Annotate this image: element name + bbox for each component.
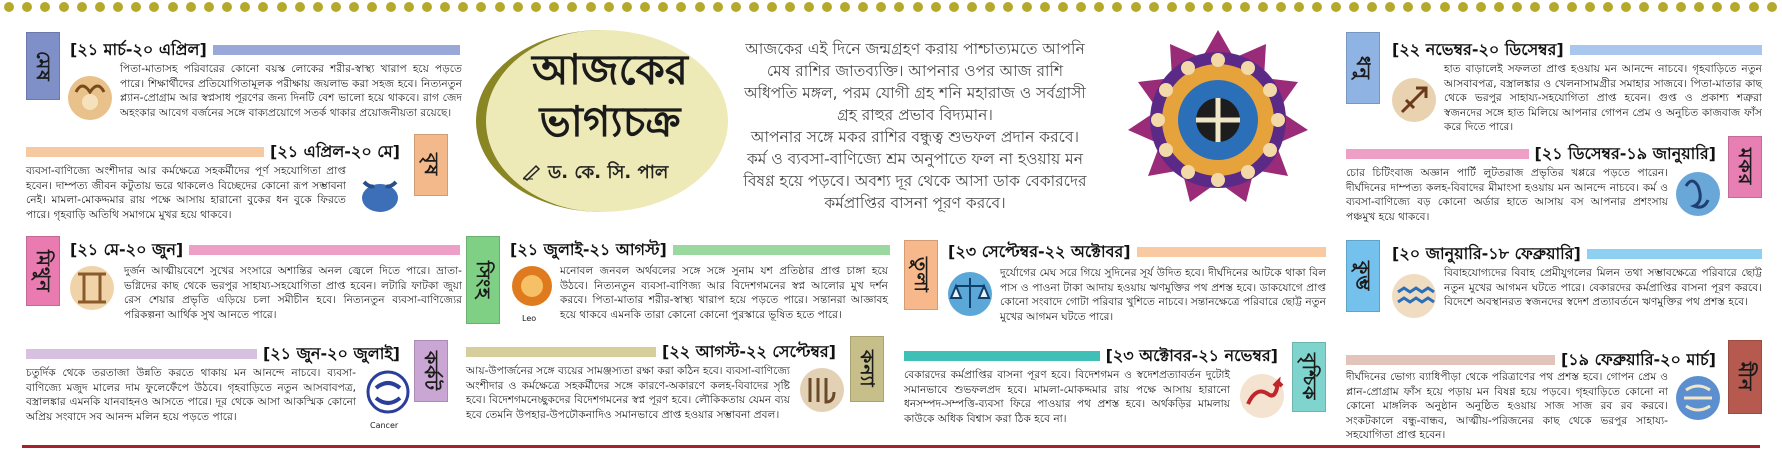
border-dot (277, 2, 287, 12)
border-dot (1222, 2, 1232, 12)
border-dot (1712, 2, 1722, 12)
sign-name-libra: তুলা (910, 257, 932, 293)
border-dot (549, 2, 559, 12)
page-title (520, 44, 700, 148)
date-sagittarius: [২২ নভেম্বর-২০ ডিসেম্বর] (1392, 39, 1564, 59)
border-dot (1530, 2, 1540, 12)
sign-name-cancer: কর্কট (420, 351, 442, 391)
libra-scales-icon (944, 268, 996, 320)
border-dot (1003, 2, 1013, 12)
border-dot (168, 2, 178, 12)
border-dot (1312, 2, 1322, 12)
sign-tab-aries (26, 32, 60, 100)
stripe-scorpio (904, 351, 1100, 361)
date-scorpio: [২৩ অক্টোবর-২১ নভেম্বর] (1105, 345, 1278, 365)
border-dot (876, 2, 886, 12)
border-dot (640, 2, 650, 12)
border-dot (1203, 2, 1213, 12)
stripe-gemini (189, 245, 460, 255)
text-libra: দুর্যোগের মেঘ সরে গিয়ে সুদিনের সূর্য উদিত হবে। দীর্ঘদিনের আটকে থাকা বিল পাস ও পাওনা টাকা আদায় হওয়ায় ঋণমুক্তির পথ প্রশস্ত হবে। ডাকযোগে প্রাপ্ত কোনো সংবাদে গোটা পরিবার খুশিতে নাচবে। সন্তানক্ষেত্রে পরিবারে ছোট্ট নতুন মুখের আগমন ঘটতে পারে। (1000, 267, 1326, 323)
stripe-sagittarius (1570, 45, 1762, 55)
text-pisces: দীর্ঘদিনের ভোগ্য ব্যাধিপীড়া থেকে পরিত্রাণের পথ প্রশস্ত হবে। গোপন প্রেম ও প্লান-প্রোগ্রাম ফাঁস হয়ে পড়ায় মন বিষণ্ণ হয়ে পড়বে। গৃহবাড়িতে কোনো না কোনো মাঙ্গলিক অনুষ্ঠান অনুষ্ঠিত হওয়ায় সাজ সাজ রব রব করবে। সংকটকালে বন্ধু-বান্ধব, আত্মীয়-পরিজনের কাছ থেকে ভরপুর সাহায্য-সহযোগিতা প্রাপ্ত হবেন। (1346, 371, 1668, 441)
border-dot (367, 2, 377, 12)
stripe-libra (1137, 247, 1326, 257)
border-dot (1440, 2, 1450, 12)
pisces-fish-icon (1672, 372, 1724, 424)
header-capricorn (1346, 142, 1722, 166)
text-leo: মনোবল জনবল অর্থবলের সঙ্গে সঙ্গে সুনাম যশ প্রতিষ্ঠার প্রাপ্ত চাঙ্গা হয়ে উঠবে। নিত্যনতুন ব্যবসা-বাণিজ্য আর বিদেশগমনের স্বপ্ন আলোর মুখ দর্শন করবে। পিতা-মাতার শরীর-স্বাস্থ্য খারাপ হয়ে পড়তে পারে। সন্তানরা আজ্ঞাবহ হয়ে থাকবে এমনকি তারা কোনো কোনো পুরস্কারে ভূষিত হতে পারে। (560, 265, 888, 321)
sagittarius-archer-icon (1388, 74, 1440, 126)
border-dot (476, 2, 486, 12)
sign-tab-libra (904, 240, 938, 310)
sign-tab-virgo (850, 336, 884, 402)
border-dot (1494, 2, 1504, 12)
zodiac-wheel-icon (1128, 30, 1308, 210)
sign-name-capricorn: মকর (1734, 148, 1756, 186)
dotted-top-border (0, 2, 1782, 14)
border-dot (422, 2, 432, 12)
date-leo: [২১ জুলাই-২১ আগস্ট] (510, 239, 667, 259)
border-dot (1349, 2, 1359, 12)
author-name: ড. কে. সি. পাল (548, 162, 669, 183)
border-dot (1730, 2, 1740, 12)
border-dot (95, 2, 105, 12)
border-dot (1621, 2, 1631, 12)
sign-tab-sagittarius (1346, 32, 1380, 104)
border-dot (531, 2, 541, 12)
bottom-rule (22, 445, 1760, 448)
stripe-taurus (26, 147, 264, 157)
text-virgo: আয়-উপার্জনের সঙ্গে ব্যয়ের সামঞ্জস্যতা রক্ষা করা কঠিন হবে। ব্যবসা-বাণিজ্যে অংশীদার ও কর্মক্ষেত্রে সহকর্মীদের সঙ্গে কারণে-অকারণে কলহ-বিবাদের সৃষ্টি হবে। বিদেশগমনেচ্ছুকদের বিদেশগমনের স্বপ্ন পূরণ হবে। লৌকিকতায় যেমন ব্যয় হবে তেমনি উপহার-উপঢৌকনাদিও সমানভাবে প্রাপ্ত হওয়ার সম্ভাবনা প্রবল। (466, 365, 790, 421)
stripe-aries (213, 45, 460, 55)
border-dot (840, 2, 850, 12)
header-pisces (1346, 348, 1722, 372)
border-dot (1658, 2, 1668, 12)
header-taurus (26, 140, 406, 164)
date-aquarius: [২০ জানুয়ারি-১৮ ফেব্রুয়ারি] (1392, 243, 1581, 263)
border-dot (404, 2, 414, 12)
sign-name-virgo: কন্যা (856, 350, 878, 388)
border-dot (186, 2, 196, 12)
stripe-pisces (1346, 355, 1555, 365)
header-sagittarius (1386, 38, 1762, 62)
intro-para-2: আপনার সঙ্গে মকর রাশির বন্ধুত্ব শুভফল প্রদান করবে। কর্ম ও ব্যবসা-বাণিজ্যে শ্রম অনুপাতে ফল না হওয়ায় মন বিষণ্ণ হয়ে পড়বে। অবশ্য দূর থেকে আসা ডাক বেকারদের কর্মপ্রাপ্তির বাসনা পূরণ করবে। (743, 128, 1087, 212)
border-dot (59, 2, 69, 12)
border-dot (785, 2, 795, 12)
text-cancer: চতুর্দিক থেকে তরতাজা উন্নতি করতে থাকায় মন আনন্দে নাচবে। ব্যবসা-বাণিজ্যে মজুদ মালের দাম ফুলেফেঁপে উঠবে। গৃহবাড়িতে নতুন আসবাবপত্র, বস্ত্রালঙ্কার এমনকি যানবাহনও আসতে পারে। দূর থেকে আসা আকস্মিক কোনো অপ্রিয় সংবাদে সব আনন্দ মলিন হয়ে পড়তে পারে। (26, 367, 356, 423)
border-dot (258, 2, 268, 12)
date-capricorn: [২১ ডিসেম্বর-১৯ জানুয়ারি] (1534, 143, 1716, 163)
border-dot (4, 2, 14, 12)
border-dot (913, 2, 923, 12)
border-dot (295, 2, 305, 12)
header-gemini (64, 238, 460, 262)
sign-name-aquarius: কুম্ভ (1352, 260, 1374, 292)
cancer-icon-label: Cancer (370, 421, 399, 430)
header-aquarius (1386, 242, 1762, 266)
virgo-maiden-icon (796, 364, 848, 416)
stripe-cancer (26, 349, 257, 359)
border-dot (40, 2, 50, 12)
sign-name-gemini: মিথুন (32, 249, 54, 293)
border-dot (731, 2, 741, 12)
border-dot (622, 2, 632, 12)
border-dot (204, 2, 214, 12)
sign-tab-taurus (414, 134, 448, 196)
border-dot (1767, 2, 1777, 12)
border-dot (1149, 2, 1159, 12)
border-dot (1512, 2, 1522, 12)
sign-name-aries: মেষ (32, 50, 54, 82)
intro-text (742, 38, 1088, 214)
border-dot (604, 2, 614, 12)
border-dot (1240, 2, 1250, 12)
leo-lion-icon (506, 262, 558, 314)
border-dot (1476, 2, 1486, 12)
border-dot (22, 2, 32, 12)
header-leo (504, 238, 890, 262)
border-dot (1585, 2, 1595, 12)
border-dot (131, 2, 141, 12)
border-dot (804, 2, 814, 12)
border-dot (1058, 2, 1068, 12)
title-line-1: আজকের (532, 45, 688, 94)
aquarius-water-bearer-icon (1388, 270, 1440, 322)
border-dot (1385, 2, 1395, 12)
text-taurus: ব্যবসা-বাণিজ্যে অংশীদার আর কর্মক্ষেত্রে সহকর্মীদের পূর্ণ সহযোগিতা প্রাপ্ত হবেন। দাম্পত্য জীবন কটুতায় ভরে থাকলেও বিচ্ছেদের কোনো রূপ সম্ভাবনা নেই। মামলা-মোকদ্দমার রায় পক্ষে আসায় হারানো বুকের ধন বুকে ফিরতে পারে। গৃহবাড়ি অতিথি সমাগমে মুখর হয়ে থাকবে। (26, 165, 346, 221)
border-dot (1185, 2, 1195, 12)
border-dot (695, 2, 705, 12)
stripe-capricorn (1346, 149, 1529, 159)
date-libra: [২৩ সেপ্টেম্বর-২২ অক্টোবর] (948, 241, 1131, 261)
border-dot (1131, 2, 1141, 12)
border-dot (1294, 2, 1304, 12)
header-scorpio (904, 344, 1284, 368)
border-dot (77, 2, 87, 12)
border-dot (713, 2, 723, 12)
border-dot (1458, 2, 1468, 12)
border-dot (949, 2, 959, 12)
sign-tab-gemini (26, 236, 60, 306)
border-dot (513, 2, 523, 12)
date-taurus: [২১ এপ্রিল-২০ মে] (270, 141, 400, 161)
border-dot (1112, 2, 1122, 12)
border-dot (1331, 2, 1341, 12)
border-dot (749, 2, 759, 12)
border-dot (349, 2, 359, 12)
sign-tab-capricorn (1728, 136, 1762, 198)
border-dot (967, 2, 977, 12)
date-pisces: [১৯ ফেব্রুয়ারি-২০ মার্চ] (1560, 349, 1716, 369)
text-aquarius: বিবাহযোগ্যদের বিবাহ প্রেমীযুগলের মিলন তথা সম্ভাবক্ষেত্রে পরিবারে ছোট্ট নতুন মুখের আগমন ঘটতে পারে। বেকারদের কর্মপ্রাপ্তির বাসনা পূরণ করবে। বিদেশে অবস্থানরত স্বজনদের স্বদেশ প্রত্যাবর্তনে ঋণমুক্তির পথ প্রশস্ত হবে। (1444, 267, 1762, 308)
intro-para-1: আজকের এই দিনে জন্মগ্রহণ করায় পাশ্চাত্যমতে আপনি মেষ রাশির জাতব্যক্তি। আপনার ওপর আজ রাশি অধিপতি মঙ্গল, পরম যোগী গ্রহ শনি মহারাজ ও সর্বগ্রাসী গ্রহ রাহুর প্রভাব বিদ্যমান। (744, 40, 1086, 124)
border-dot (1421, 2, 1431, 12)
border-dot (1367, 2, 1377, 12)
border-dot (240, 2, 250, 12)
sign-tab-pisces (1728, 340, 1762, 414)
border-dot (1258, 2, 1268, 12)
border-dot (1403, 2, 1413, 12)
border-dot (1639, 2, 1649, 12)
date-gemini: [২১ মে-২০ জুন] (70, 239, 184, 259)
border-dot (985, 2, 995, 12)
border-dot (1694, 2, 1704, 12)
header-aries (64, 38, 460, 62)
border-dot (1040, 2, 1050, 12)
date-aries: [২১ মার্চ-২০ এপ্রিল] (70, 39, 207, 59)
stripe-aquarius (1587, 249, 1762, 259)
sign-name-sagittarius: ধনু (1352, 56, 1374, 80)
sign-name-taurus: বৃষ (420, 153, 442, 177)
leo-icon-label: Leo (522, 314, 537, 323)
border-dot (767, 2, 777, 12)
border-dot (149, 2, 159, 12)
border-dot (1676, 2, 1686, 12)
text-scorpio: বেকারদের কর্মপ্রাপ্তির বাসনা পূরণ হবে। বিদেশগমন ও স্বদেশপ্রত্যাবর্তন দুটোই সমানভাবে শুভফলপ্রদ হবে। মামলা-মোকদ্দমার রায় পক্ষে আসায় হারানো ধনসম্পদ-সম্পত্তি-ব্যবসা ফিরে পাওয়ার পথ প্রশস্ত হবে। অর্থকড়ির মামলায় কাউকে অধিক বিশ্বাস করা ঠিক হবে না। (904, 369, 1230, 425)
sign-tab-scorpio (1292, 342, 1326, 412)
border-dot (894, 2, 904, 12)
border-dot (386, 2, 396, 12)
header-virgo (466, 340, 842, 364)
capricorn-goat-icon (1672, 168, 1724, 220)
sign-name-leo: সিংহ (472, 260, 494, 300)
border-dot (331, 2, 341, 12)
border-dot (822, 2, 832, 12)
sign-tab-cancer (414, 340, 448, 402)
border-dot (1076, 2, 1086, 12)
border-dot (1276, 2, 1286, 12)
border-dot (440, 2, 450, 12)
border-dot (1567, 2, 1577, 12)
border-dot (1603, 2, 1613, 12)
date-cancer: [২১ জুন-২০ জুলাই] (262, 343, 400, 363)
border-dot (222, 2, 232, 12)
sign-name-scorpio: বৃশ্চিক (1298, 353, 1320, 401)
border-dot (458, 2, 468, 12)
sign-tab-aquarius (1346, 240, 1380, 312)
title-line-2: ভাগ্যচক্র (539, 97, 681, 146)
stripe-leo (673, 245, 890, 255)
cancer-crab-icon (362, 368, 414, 420)
taurus-bull-icon (354, 168, 406, 220)
border-dot (1022, 2, 1032, 12)
border-dot (1749, 2, 1759, 12)
stripe-virgo (466, 347, 656, 357)
header-cancer (26, 342, 406, 366)
border-dot (676, 2, 686, 12)
date-virgo: [২২ আগস্ট-২২ সেপ্টেম্বর] (662, 341, 836, 361)
border-dot (586, 2, 596, 12)
sign-tab-leo (466, 236, 500, 324)
gemini-twins-icon (66, 262, 118, 314)
pen-icon (522, 164, 542, 180)
text-capricorn: চোর চিটিংবাজ অজ্ঞান পার্টি লুটতরাজ প্রভৃতির খপ্পরে পড়তে পারেন। দীর্ঘদিনের দাম্পত্য কলহ-বিবাদের মীমাংসা হওয়ায় মন আনন্দে নাচবে। কর্ম ও ব্যবসা-বাণিজ্যে বড় কোনো অর্ডার হাতে আসায় বস আপনার প্রশংসায় পঞ্চমুখ হয়ে থাকবে। (1346, 167, 1668, 223)
border-dot (1094, 2, 1104, 12)
border-dot (931, 2, 941, 12)
aries-ram-icon (64, 72, 116, 124)
text-aries: পিতা-মাতাসহ পরিবারের কোনো বয়স্ক লোকের শরীর-স্বাস্থ্য খারাপ হয়ে পড়তে পারে। শিক্ষার্থীদের প্রতিযোগিতামূলক পরীক্ষায় জয়লাভ করা সহজ হবে। নিত্যনতুন প্ল্যান-প্রোগ্রাম আর স্বপ্নসাধ পূরণের জন্য দিনটি বেশ ভালো হয়ে থাকবে। রাগ জেদ অহংকার আবেগ বর্জনের সঙ্গে বাক্যপ্রয়োগে সতর্ক থাকার প্রয়োজনীয়তা রয়েছে। (120, 63, 462, 119)
border-dot (567, 2, 577, 12)
text-sagittarius: হাত বাড়ালেই সফলতা প্রাপ্ত হওয়ায় মন আনন্দে নাচবে। গৃহবাড়িতে নতুন আসবাবপত্র, বস্ত্রালঙ্কার ও খেলনাসামগ্রীর সমাহার সাজবে। পিতা-মাতার কাছ থেকে ভরপুর সাহায্য-সহযোগিতা প্রাপ্ত হবেন। গুপ্ত ও প্রকাশ্য শত্রুরা স্বজনদের সঙ্গে হাত মিলিয়ে আপনার গোপন প্রেম ও অনুচিত কাজবাজ ফাঁস করে দিতে পারে। (1444, 63, 1762, 133)
border-dot (495, 2, 505, 12)
border-dot (1167, 2, 1177, 12)
border-dot (858, 2, 868, 12)
sign-name-pisces: মীন (1734, 362, 1756, 392)
text-gemini: দুর্জন আত্মীয়বেশে সুখের সংসারে অশান্তির অনল জ্বেলে দিতে পারে। ভ্রাতা-ভগ্নিদের কাছ থেকে ভরপুর সাহায্য-সহযোগিতা প্রাপ্ত হবেন। লটারি ফাটকা জুয়া রেস শেয়ার প্রভৃতি এড়িয়ে চলা সমীচীন হবে। নিত্যনতুন ব্যবসা-বাণিজ্যের পরিকল্পনা আর্থিক সুখ আনতে পারে। (124, 265, 462, 321)
border-dot (1549, 2, 1559, 12)
header-libra (942, 240, 1326, 264)
border-dot (113, 2, 123, 12)
border-dot (313, 2, 323, 12)
scorpio-scorpion-icon (1236, 370, 1288, 422)
border-dot (658, 2, 668, 12)
